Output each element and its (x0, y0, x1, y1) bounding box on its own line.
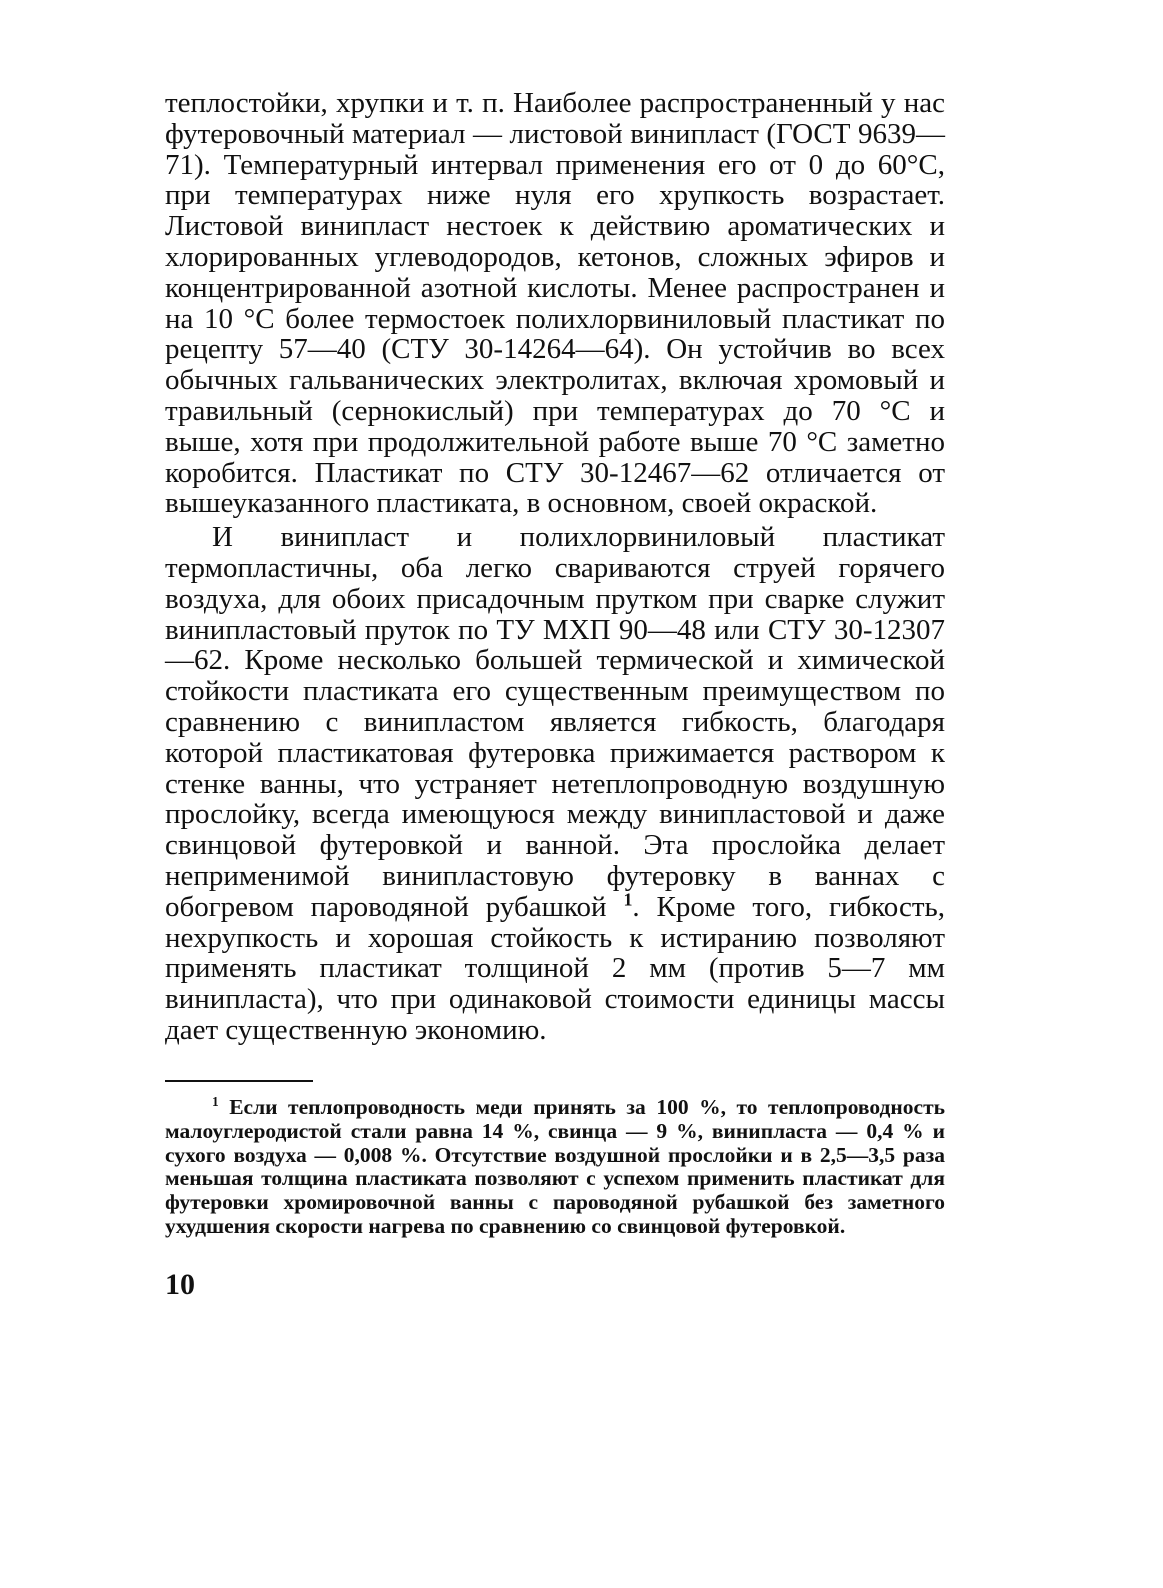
footnote-number: 1 (212, 1093, 219, 1109)
paragraph-2-text-part-2: . Кроме того, гибкость, нехрупкость и хорошая стойкость к истиранию позволяют применять пластикат толщиной 2 мм (против 5—7 мм винипласта), что при одинаковой стоимости единицы массы дает существенную экономию. (165, 890, 946, 1046)
footnote-text: Если теплопроводность меди принять за 100 %, то теплопроводность малоуглеродистой стали равна 14 %, свинца — 9 %, винипласта — 0,4 % и сухого воздуха — 0,008 %. Отсутствие воздушной прослойки и в 2,5—3,5 раза меньшая толщина пластиката позволяют с успехом применить пластикат для футеровки хромировочной ванны с пароводяной рубашкой без заметного ухудшения скорости нагрева по сравнению со свинцовой футеровкой. (165, 1094, 945, 1239)
paragraph-2 (165, 522, 945, 1046)
footnote (165, 1093, 945, 1239)
footnote-reference: 1 (623, 889, 633, 910)
paragraph-1: теплостойки, хрупки и т. п. Наиболее распространенный у нас футеровочный материал — листовой винипласт (ГОСТ 9639—71). Температурный интервал применения его от 0 до 60°С, при температурах ниже нуля его хрупкость возрастает. Листовой винипласт нестоек к действию ароматических и хлорированных углеводородов, кетонов, сложных эфиров и концентрированной азотной кислоты. Менее распространен и на 10 °С более термостоек полихлорвиниловый пластикат по рецепту 57—40 (СТУ 30-14264—64). Он устойчив во всех обычных гальванических электролитах, включая хромовый и травильный (сернокислый) при температурах до 70 °С и выше, хотя при продолжительной работе выше 70 °С заметно коробится. Пластикат по СТУ 30-12467—62 отличается от вышеуказанного пластиката, в основном, своей окраской. (165, 87, 945, 520)
page-number: 10 (165, 1268, 195, 1302)
book-page (165, 88, 945, 1301)
paragraph-2-text-part-1: И винипласт и полихлорвиниловый пластикат термопластичны, оба легко свариваются струей горячего воздуха, для обоих присадочным прутком при сварке служит винипластовый пруток по ТУ МХП 90—48 или СТУ 30-12307—62. Кроме несколько большей термической и химической стойкости пластиката его существенным преимуществом по сравнению с винипластом является гибкость, благодаря которой пластикатовая футеровка прижимается раствором к стенке ванны, что устраняет нетеплопроводную воздушную прослойку, всегда имеющуюся между винипластовой и даже свинцовой футеровкой и ванной. Эта прослойка делает неприменимой винипластовую футеровку в ваннах с обогревом пароводяной рубашкой (165, 521, 945, 923)
footnote-divider (165, 1080, 313, 1082)
